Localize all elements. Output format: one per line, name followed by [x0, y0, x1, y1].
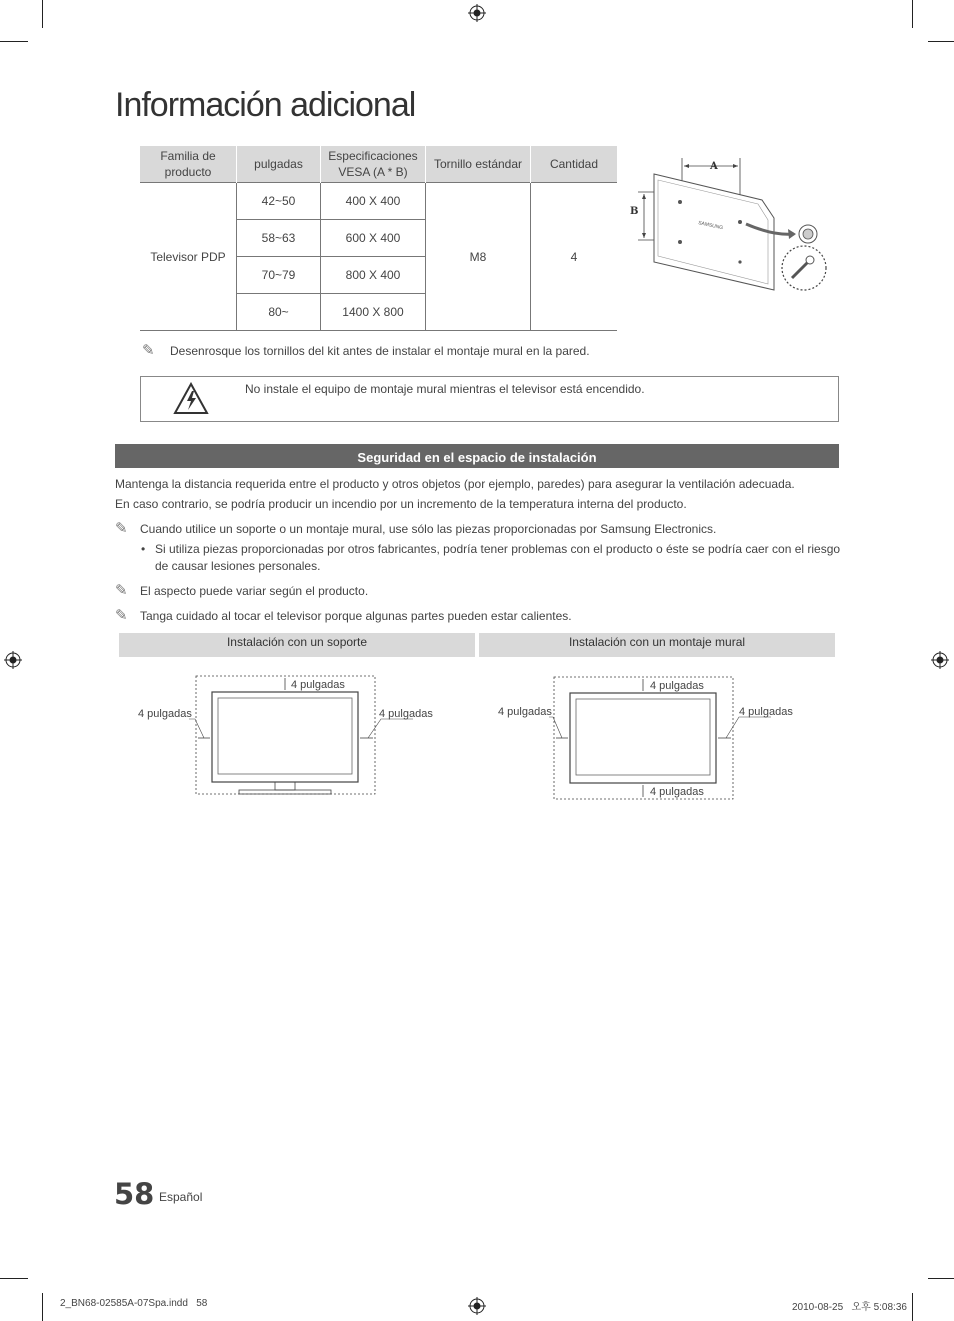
- registration-mark-icon: [468, 4, 486, 22]
- body-paragraph: En caso contrario, se podría producir un incendio por un incremento de la temperatura interna del producto.: [115, 497, 687, 511]
- clearance-label: 4 pulgadas: [650, 786, 704, 798]
- clearance-label: 4 pulgadas: [138, 708, 192, 720]
- table-cell-vesa: 1400 X 800: [321, 294, 426, 331]
- crop-mark: [0, 41, 28, 42]
- note-text: Tanga cuidado al tocar el televisor porque algunas partes pueden estar calientes.: [140, 609, 572, 623]
- note-text: Cuando utilice un soporte o un montaje mural, use sólo las piezas proporcionadas por Samsung Electronics.: [140, 522, 717, 536]
- note-pencil-icon: ✎: [115, 582, 128, 599]
- bullet-icon: •: [141, 542, 146, 556]
- note-pencil-icon: ✎: [142, 342, 155, 359]
- crop-mark: [42, 0, 43, 28]
- bullet-item: [141, 541, 145, 558]
- section-heading: Seguridad en el espacio de instalación: [115, 444, 839, 468]
- print-slug-date: 2010-08-25 오후 5:08:36: [792, 1302, 907, 1313]
- table-row: [140, 183, 617, 220]
- table-header: Cantidad: [531, 146, 618, 183]
- note-text: Desenrosque los tornillos del kit antes de instalar el montaje mural en la pared.: [170, 344, 590, 358]
- note-item: [115, 520, 716, 538]
- table-header: Tornillo estándar: [426, 146, 531, 183]
- bullet-text: Si utiliza piezas proporcionadas por otros fabricantes, podría tener problemas con el producto o éste se podría caer con el riesgo: [155, 542, 841, 556]
- table-cell-family: Televisor PDP: [140, 183, 237, 331]
- dimension-a-label: A: [710, 161, 718, 172]
- table-header: pulgadas: [237, 146, 321, 183]
- table-cell-inches: 80~: [237, 294, 321, 331]
- note-text: El aspecto puede variar según el producto.: [140, 584, 369, 598]
- warning-shock-icon: [173, 382, 209, 415]
- table-cell-quantity: 4: [531, 183, 618, 331]
- clearance-label: 4 pulgadas: [379, 708, 433, 720]
- print-slug-file: 2_BN68-02585A-07Spa.indd 58: [60, 1298, 208, 1309]
- wall-mount-diagram: [624, 150, 836, 300]
- note-pencil-icon: ✎: [115, 520, 128, 537]
- clearance-label: 4 pulgadas: [291, 679, 345, 691]
- samsung-logo: SAMSUNG: [697, 220, 724, 232]
- footer-language: Español: [159, 1190, 203, 1204]
- crop-mark: [912, 0, 913, 28]
- page-number: 58: [114, 1177, 155, 1211]
- table-cell-vesa: 600 X 400: [321, 220, 426, 257]
- bullet-text: de causar lesiones personales.: [155, 559, 321, 573]
- stand-install-heading: Instalación con un soporte: [119, 633, 475, 657]
- table-cell-vesa: 400 X 400: [321, 183, 426, 220]
- registration-mark-icon: [468, 1297, 486, 1315]
- crop-mark: [0, 1278, 28, 1279]
- dimension-b-label: B: [630, 206, 639, 217]
- clearance-label: 4 pulgadas: [739, 706, 793, 718]
- registration-mark-icon: [931, 651, 949, 669]
- crop-mark: [928, 41, 954, 42]
- table-cell-inches: 42~50: [237, 183, 321, 220]
- page-title: Información adicional: [115, 86, 416, 124]
- crop-mark: [912, 1293, 913, 1321]
- registration-mark-icon: [4, 651, 22, 669]
- clearance-label: 4 pulgadas: [498, 706, 552, 718]
- table-cell-inches: 58~63: [237, 220, 321, 257]
- note-item: [115, 582, 368, 600]
- vesa-spec-table: [140, 146, 617, 331]
- note-pencil-icon: ✎: [115, 607, 128, 624]
- note-item: [115, 607, 572, 625]
- table-header: Especificaciones VESA (A * B): [321, 146, 426, 183]
- table-cell-vesa: 800 X 400: [321, 257, 426, 294]
- body-paragraph: Mantenga la distancia requerida entre el producto y otros objetos (por ejemplo, paredes) para asegurar la ventilación adecuada.: [115, 477, 795, 491]
- clearance-label: 4 pulgadas: [650, 680, 704, 692]
- note-unscrew: [142, 341, 590, 359]
- warning-text: No instale el equipo de montaje mural mientras el televisor está encendido.: [245, 382, 645, 396]
- table-header: Familia de producto: [140, 146, 237, 183]
- warning-box: [140, 376, 839, 422]
- crop-mark: [928, 1278, 954, 1279]
- crop-mark: [42, 1293, 43, 1321]
- table-cell-screw: M8: [426, 183, 531, 331]
- wall-install-heading: Instalación con un montaje mural: [479, 633, 835, 657]
- table-cell-inches: 70~79: [237, 257, 321, 294]
